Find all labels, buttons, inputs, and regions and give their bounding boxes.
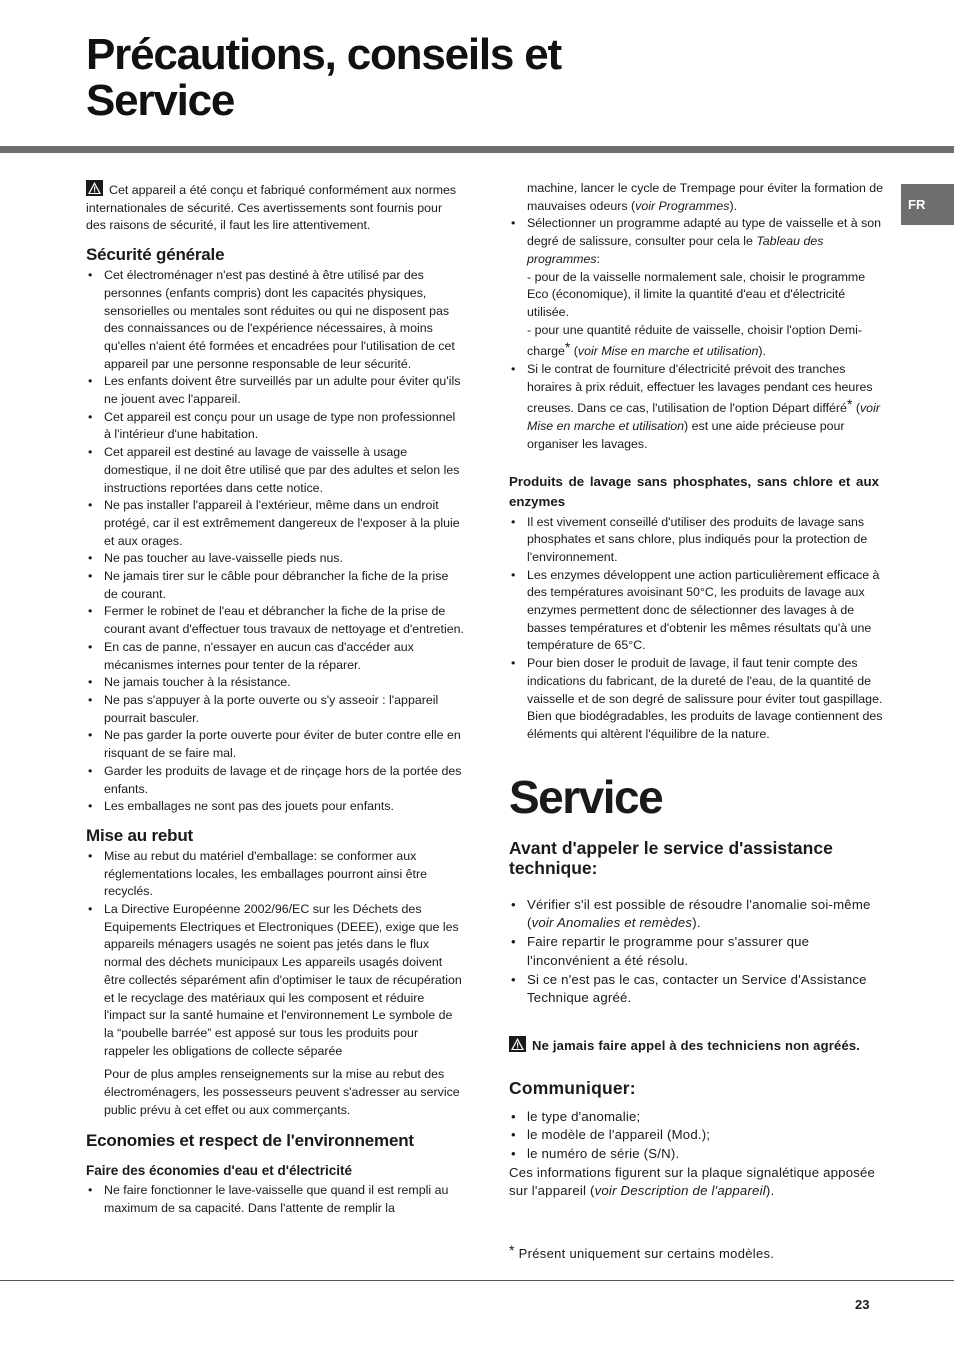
footnote-marker: * [846,396,853,413]
footnote-marker: * [564,339,571,356]
avant-list [509,896,889,1008]
produits-heading: Produits de lavage sans phosphates, sans chlore et aux enzymes [509,473,879,509]
item-end: ). [692,915,701,931]
list-item: • Ne pas installer l'appareil à l'extérieur, même dans un endroit protégé, car il est extrêmement dangereux de l'exposer à la pluie et aux orages. [86,497,464,550]
securite-list [86,267,464,816]
list-item: • Cet électroménager n'est pas destiné à être utilisé par des personnes (enfants compris) dont les capacités physiques, sensorielles ou mentales sont réduites ou qui ne disposent pas des connaissances ou de l'expérience nécessaires, à moins qu'elles n'aient été formées et encadrées pour l'utilisation de cet appareil par une personne responsable de leur sécurité. [86,267,464,373]
language-tab: FR [901,184,954,225]
item-text: Vérifier s'il est possible de résoudre l'anomalie soi-même ( [527,896,871,931]
right-column [509,180,889,1264]
rebut-note: Pour de plus amples renseignements sur la mise au rebut des électroménagers, les possesseurs peuvent s'adresser au service public prévu à cet effet ou aux commerçants. [104,1067,460,1117]
list-item: • Ne faire fonctionner le lave-vaisselle que quand il est rempli au maximum de sa capacité. Dans l'attente de remplir la [86,1182,464,1217]
page-title: Précautions, conseils et Service [86,30,561,125]
list-item: • le type d'anomalie; [509,1108,889,1127]
cross-reference: voir Mise en marche et utilisation [577,344,759,359]
list-item: • Pour bien doser le produit de lavage, il faut tenir compte des indications du fabricant, de la dureté de l'eau, de la quantité de vaisselle et de son degré de salissure pour éviter tout gaspillage. Bien que biodégradables, les produits de lavage contiennent des éléments qui altèrent l'équilibre de la nature. [509,655,889,744]
list-item: • Cet appareil est conçu pour un usage de type non professionnel à l'intérieur d'une habitation. [86,409,464,444]
list-item: • Ne jamais toucher à la résistance. [86,674,464,692]
list-item: • Les emballages ne sont pas des jouets pour enfants. [86,798,464,816]
continued-text: machine, lancer le cycle de Trempage pour éviter la formation de mauvaises odeurs ( [527,181,884,213]
list-item: • Ne pas toucher au lave-vaisselle pieds nus. [86,550,464,568]
list-item: • Faire repartir le programme pour s'assurer que l'inconvénient a été résolu. [509,933,889,970]
item-text-end: est une aide précieuse pour organiser les lavages. [527,419,845,451]
list-item: • Fermer le robinet de l'eau et débrancher la fiche de la prise de courant avant d'effectuer tous travaux de nettoyage et d'entretien. [86,603,464,638]
list-item: • En cas de panne, n'essayer en aucun cas d'accéder aux mécanismes internes pour tenter de la réparer. [86,639,464,674]
communiquer-heading: Communiquer: [509,1077,636,1098]
continued-paragraph [509,180,889,215]
intro-text: Cet appareil a été conçu et fabriqué conformément aux normes internationales de sécurité. Ces avertissements sont fournis pour des raisons de sécurité, il faut les lire attentivement. [86,183,457,233]
list-item [509,896,889,933]
item-colon: : [596,251,600,266]
footnote [509,1241,889,1264]
eco-subheading: Faire des économies d'eau et d'électricité [86,1163,353,1179]
bottom-rule [0,1280,954,1281]
eco-heading: Economies et respect de l'environnement [86,1131,414,1151]
service-title: Service [509,770,663,823]
top-rule [0,146,954,153]
communiquer-list [509,1108,889,1164]
service-body [509,896,889,1264]
list-item: • Les enfants doivent être surveillés par un adulte pour éviter qu'ils ne jouent avec l'appareil. [86,373,464,408]
communiquer-text [509,1164,889,1201]
cross-reference: voir Description de l'appareil [594,1183,766,1199]
item-text: Ces informations figurent sur la plaque signalétique apposée sur l'appareil ( [509,1164,876,1199]
list-item: • Mise au rebut du matériel d'emballage: se conformer aux réglementations locales, les emballages pourront ainsi être recyclés. [86,848,464,901]
list-item: • Ne jamais tirer sur le câble pour débrancher la fiche de la prise de courant. [86,568,464,603]
rebut-list [86,848,464,1060]
list-item: • Si le contrat de fourniture d'électricité prévoit des tranches horaires à prix réduit, effectuer les lavages pendant ces heures creuses. Dans ce cas, l'utilisation de l'option Départ différé* (voir Mise en marche et utilisation) est une aide précieuse pour organiser les lavages. [509,361,889,454]
list-item: • Ne pas garder la porte ouverte pour éviter de buter contre elle en risquant de se faire mal. [86,727,464,762]
warning-line [509,1036,889,1056]
continued-end: ). [729,198,738,213]
list-item: • Sélectionner un programme adapté au type de vaisselle et à son degré de salissure, consulter pour cela le Tableau des programmes: - pour de la vaisselle normalement sale, choisir le programme Eco (économique), il limite la quantité d'eau et d'électricité utilisée. - pour une quantité réduite de vaisselle, choisir l'option Demi-charge* (voir Mise en marche et utilisation). [509,215,889,361]
eco-list [86,1182,464,1217]
page-number: 23 [855,1297,870,1312]
list-item: • Si ce n'est pas le cas, contacter un Service d'Assistance Technique agréé. [509,971,889,1008]
warning-triangle-icon [86,180,103,196]
list-item: • le numéro de série (S/N). [509,1145,889,1164]
rebut-heading: Mise au rebut [86,825,193,845]
item-end: ). [765,1183,775,1199]
cross-reference: Tableau des programmes [527,234,824,266]
footnote-text: Présent uniquement sur certains modèles. [518,1246,775,1262]
warning-text: Ne jamais faire appel à des techniciens non agréés. [532,1037,861,1053]
left-column [86,180,464,1218]
list-item: • La Directive Européenne 2002/96/EC sur les Déchets des Equipements Electriques et Electroniques (DEEE), exige que les appareils ménagers usagés ne soient pas jetés dans le flux normal des déchets municipaux Les appareils usagés doivent être collectés séparément afin d'optimiser le taux de récupération et le recyclage des matériaux qui les composent et réduire l'impact sur la santé humaine et l'environnement Le symbole de la “poubelle barrée” est apposé sur tous les produits pour rappeler les obligations de collecte séparée [86,901,464,1060]
list-item: • Ne pas s'appuyer à la porte ouverte ou s'y asseoir : l'appareil pourrait basculer. [86,692,464,727]
produits-list [509,514,889,744]
avant-heading: Avant d'appeler le service d'assistance technique: [509,837,833,878]
intro-paragraph [86,180,464,235]
footnote-marker: * [509,1242,515,1259]
warning-triangle-icon [509,1036,526,1052]
cross-reference: voir Mise en marche et utilisation [527,401,880,434]
eco-list-continued [509,215,889,453]
item-text: Si le contrat de fourniture d'électricité prévoit des tranches horaires à prix réduit, effectuer les lavages pendant ces heures creuses. Dans ce cas, l'utilisation de l'option Départ différé [527,362,873,416]
list-item: • Les enzymes développent une action particulièrement efficace à des températures avoisinant 50°C, les produits de lavage aux enzymes permettent donc de sélectionner des lavages à de basses températures et d'obtenir les mêmes résultats qu'à une température de 65°C. [509,567,889,656]
item-line: - pour de la vaisselle normalement sale, choisir le programme Eco (économique), il limite la quantité d'eau et d'électricité utilisée. [527,269,866,319]
cross-reference: voir Anomalies et remèdes [531,915,693,931]
list-item: • Cet appareil est destiné au lavage de vaisselle à usage domestique, il ne doit être utilisé que par des adultes et selon les instructions reportées dans cette notice. [86,444,464,497]
list-item: • Garder les produits de lavage et de rinçage hors de la portée des enfants. [86,763,464,798]
item-line: - pour une quantité réduite de vaisselle, choisir l'option Demi-charge [527,322,863,359]
list-item: • Il est vivement conseillé d'utiliser des produits de lavage sans phosphates et sans chlore, plus indiqués pour la protection de l'environnement. [509,514,889,567]
securite-heading: Sécurité générale [86,245,225,265]
cross-reference: voir Programmes [635,198,730,213]
item-text: Sélectionner un programme adapté au type de vaisselle et à son degré de salissure, consulter pour cela le [527,216,882,249]
list-item: • le modèle de l'appareil (Mod.); [509,1126,889,1145]
